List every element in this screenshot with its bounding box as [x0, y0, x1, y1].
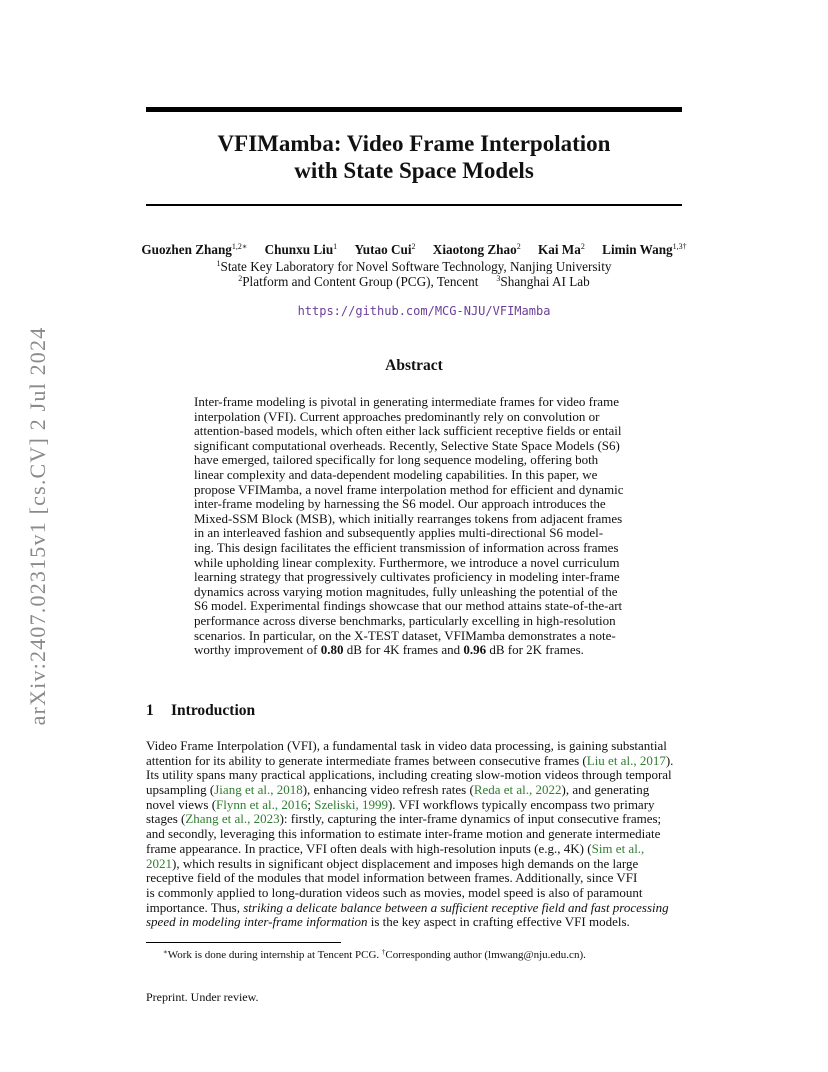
intro-line: attention for its ability to generate intermediate frames between consecutive frames (Liu et al., 2017).: [146, 752, 674, 768]
affiliation-text: Shanghai AI Lab: [500, 274, 590, 289]
abstract-line: S6 model. Experimental findings showcase that our method attains state-of-the-art: [194, 598, 623, 614]
intro-line: novel views (Flynn et al., 2016; Szeliski, 1999). VFI workflows typically encompass two primary: [146, 796, 655, 812]
section-number: 1: [146, 702, 154, 719]
author: [602, 242, 686, 257]
arxiv-sidebar: [22, 300, 54, 752]
citation-link[interactable]: Reda et al., 2022: [473, 782, 562, 798]
footnote: [163, 948, 586, 961]
abstract-line: Mixed-SSM Block (MSB), which initially rearranges tokens from adjacent frames: [194, 510, 623, 526]
intro-line: stages (Zhang et al., 2023): firstly, capturing the inter-frame dynamics of input consecutive frames;: [146, 811, 662, 827]
intro-line: 2021), which results in significant object displacement and imposes high demands on the large: [146, 855, 639, 871]
intro-line: speed in modeling inter-frame information is the key aspect in crafting effective VFI models.: [146, 914, 630, 930]
author-affiliation-mark: 2: [516, 242, 521, 251]
abstract-line: ing. This design facilitates the efficient transmission of information across frames: [194, 539, 619, 555]
footnote-mark: ∗: [163, 948, 168, 956]
abstract-line: performance across diverse benchmarks, particularly excelling in high-resolution: [194, 612, 616, 628]
footnote-text: Corresponding author (lmwang@nju.edu.cn).: [385, 949, 586, 961]
arxiv-identifier: arXiv:2407.02315v1 [cs.CV] 2 Jul 2024: [25, 326, 50, 726]
abstract-body: [194, 395, 634, 658]
title-line-2: with State Space Models: [294, 158, 534, 183]
abstract-line: interpolation (VFI). Current approaches predominantly rely on convolution or: [194, 408, 600, 424]
footnote-rule: [146, 942, 341, 943]
affiliation-mark: 3: [496, 274, 501, 283]
abstract-line: in an interleaved fashion and subsequently applies multi-directional S6 model-: [194, 525, 604, 541]
abstract-text: worthy improvement of: [194, 642, 321, 658]
author-affiliation-mark: 2: [411, 242, 416, 251]
abstract-line: while upholding linear complexity. Furthermore, we introduce a novel curriculum: [194, 554, 620, 570]
footnote-text: Work is done during internship at Tencent PCG.: [167, 949, 382, 961]
citation-link[interactable]: 2021: [146, 855, 172, 871]
intro-line: Its utility spans many practical applications, including creating slow-motion videos through temporal: [146, 767, 672, 783]
intro-line: frame appearance. In practice, VFI often deals with high-resolution inputs (e.g., 4K) (Sim et al.,: [146, 840, 645, 856]
affiliation-mark: 1: [216, 259, 221, 268]
section-heading-introduction: [146, 702, 255, 720]
author-affiliation-mark: 1,3†: [672, 242, 687, 251]
introduction-paragraph: [146, 739, 684, 930]
author: [265, 242, 338, 257]
author-list: [130, 242, 698, 258]
citation-link[interactable]: Liu et al., 2017: [586, 752, 666, 768]
preprint-notice: Preprint. Under review.: [146, 990, 259, 1004]
intro-line: importance. Thus, striking a delicate balance between a sufficient receptive field and fast processing: [146, 899, 669, 915]
title-line-1: VFIMamba: Video Frame Interpolation: [217, 131, 611, 156]
citation-link[interactable]: Szeliski, 1999: [314, 796, 388, 812]
title-bottom-rule: [146, 204, 682, 206]
intro-line: receptive field of the modules that model information between frames. Additionally, since VFI: [146, 870, 638, 886]
author: [433, 242, 521, 257]
abstract-line: learning strategy that progressively cultivates proficiency in modeling inter-frame: [194, 569, 620, 585]
abstract-line: [194, 643, 634, 658]
affiliation-mark: 2: [238, 274, 243, 283]
abstract-highlight-4k: 0.80: [320, 642, 344, 658]
affiliation-2: [146, 274, 682, 290]
abstract-heading: Abstract: [385, 357, 443, 374]
author: [141, 242, 247, 257]
intro-line: and secondly, leveraging this information to estimate inter-frame motion and generate intermediate: [146, 826, 661, 842]
author: [354, 242, 415, 257]
author-name: Guozhen Zhang: [141, 242, 232, 257]
author-name: Kai Ma: [538, 242, 581, 257]
abstract-text: dB for 2K frames.: [486, 642, 584, 658]
abstract-text: dB for 4K frames and: [343, 642, 464, 658]
intro-line: upsampling (Jiang et al., 2018), enhancing video refresh rates (Reda et al., 2022), and generating: [146, 782, 650, 798]
footnote-mark: †: [381, 948, 386, 956]
affiliation-text: Platform and Content Group (PCG), Tencent: [242, 274, 479, 289]
abstract-line: attention-based models, which often either lack sufficient receptive fields or entail: [194, 423, 622, 439]
emphasis-text: striking a delicate balance between a sufficient receptive field and fast processing: [243, 899, 669, 915]
abstract-line: inter-frame modeling by harnessing the S6 model. Our approach introduces the: [194, 496, 606, 512]
abstract-line: linear complexity and data-dependent modeling capabilities. In this paper, we: [194, 466, 598, 482]
code-url-link[interactable]: https://github.com/MCG-NJU/VFIMamba: [297, 304, 551, 318]
author-affiliation-mark: 1: [333, 242, 338, 251]
emphasis-text: speed in modeling inter-frame information: [146, 914, 368, 930]
citation-link[interactable]: Jiang et al., 2018: [214, 782, 303, 798]
abstract-line: propose VFIMamba, a novel frame interpolation method for efficient and dynamic: [194, 481, 624, 497]
intro-line: Video Frame Interpolation (VFI), a fundamental task in video data processing, is gaining substantial: [146, 738, 667, 753]
citation-link[interactable]: Zhang et al., 2023: [185, 811, 280, 827]
affiliation-1: [146, 259, 682, 275]
paper-title: [146, 130, 682, 184]
author-name: Yutao Cui: [354, 242, 412, 257]
author: [538, 242, 585, 257]
section-title: Introduction: [171, 702, 256, 719]
title-top-rule: [146, 107, 682, 112]
abstract-line: Inter-frame modeling is pivotal in generating intermediate frames for video frame: [194, 394, 619, 409]
citation-link[interactable]: Flynn et al., 2016: [216, 796, 308, 812]
intro-line: is commonly applied to long-duration videos such as movies, model speed is also of paramount: [146, 884, 643, 900]
author-name: Xiaotong Zhao: [432, 242, 517, 257]
citation-link[interactable]: Sim et al.,: [591, 840, 645, 856]
abstract-line: significant computational overheads. Recently, Selective State Space Models (S6): [194, 437, 620, 453]
abstract-line: scenarios. In particular, on the X-TEST dataset, VFIMamba demonstrates a note-: [194, 627, 616, 643]
abstract-line: have emerged, tailored specifically for long sequence modeling, offering both: [194, 452, 599, 468]
abstract-line: dynamics across varying motion magnitudes, fully unleashing the potential of the: [194, 583, 618, 599]
abstract-highlight-2k: 0.96: [463, 642, 487, 658]
author-affiliation-mark: 1,2∗: [231, 242, 248, 251]
author-affiliation-mark: 2: [580, 242, 585, 251]
author-name: Limin Wang: [602, 242, 673, 257]
affiliation-text: State Key Laboratory for Novel Software Technology, Nanjing University: [220, 259, 612, 274]
author-name: Chunxu Liu: [264, 242, 334, 257]
